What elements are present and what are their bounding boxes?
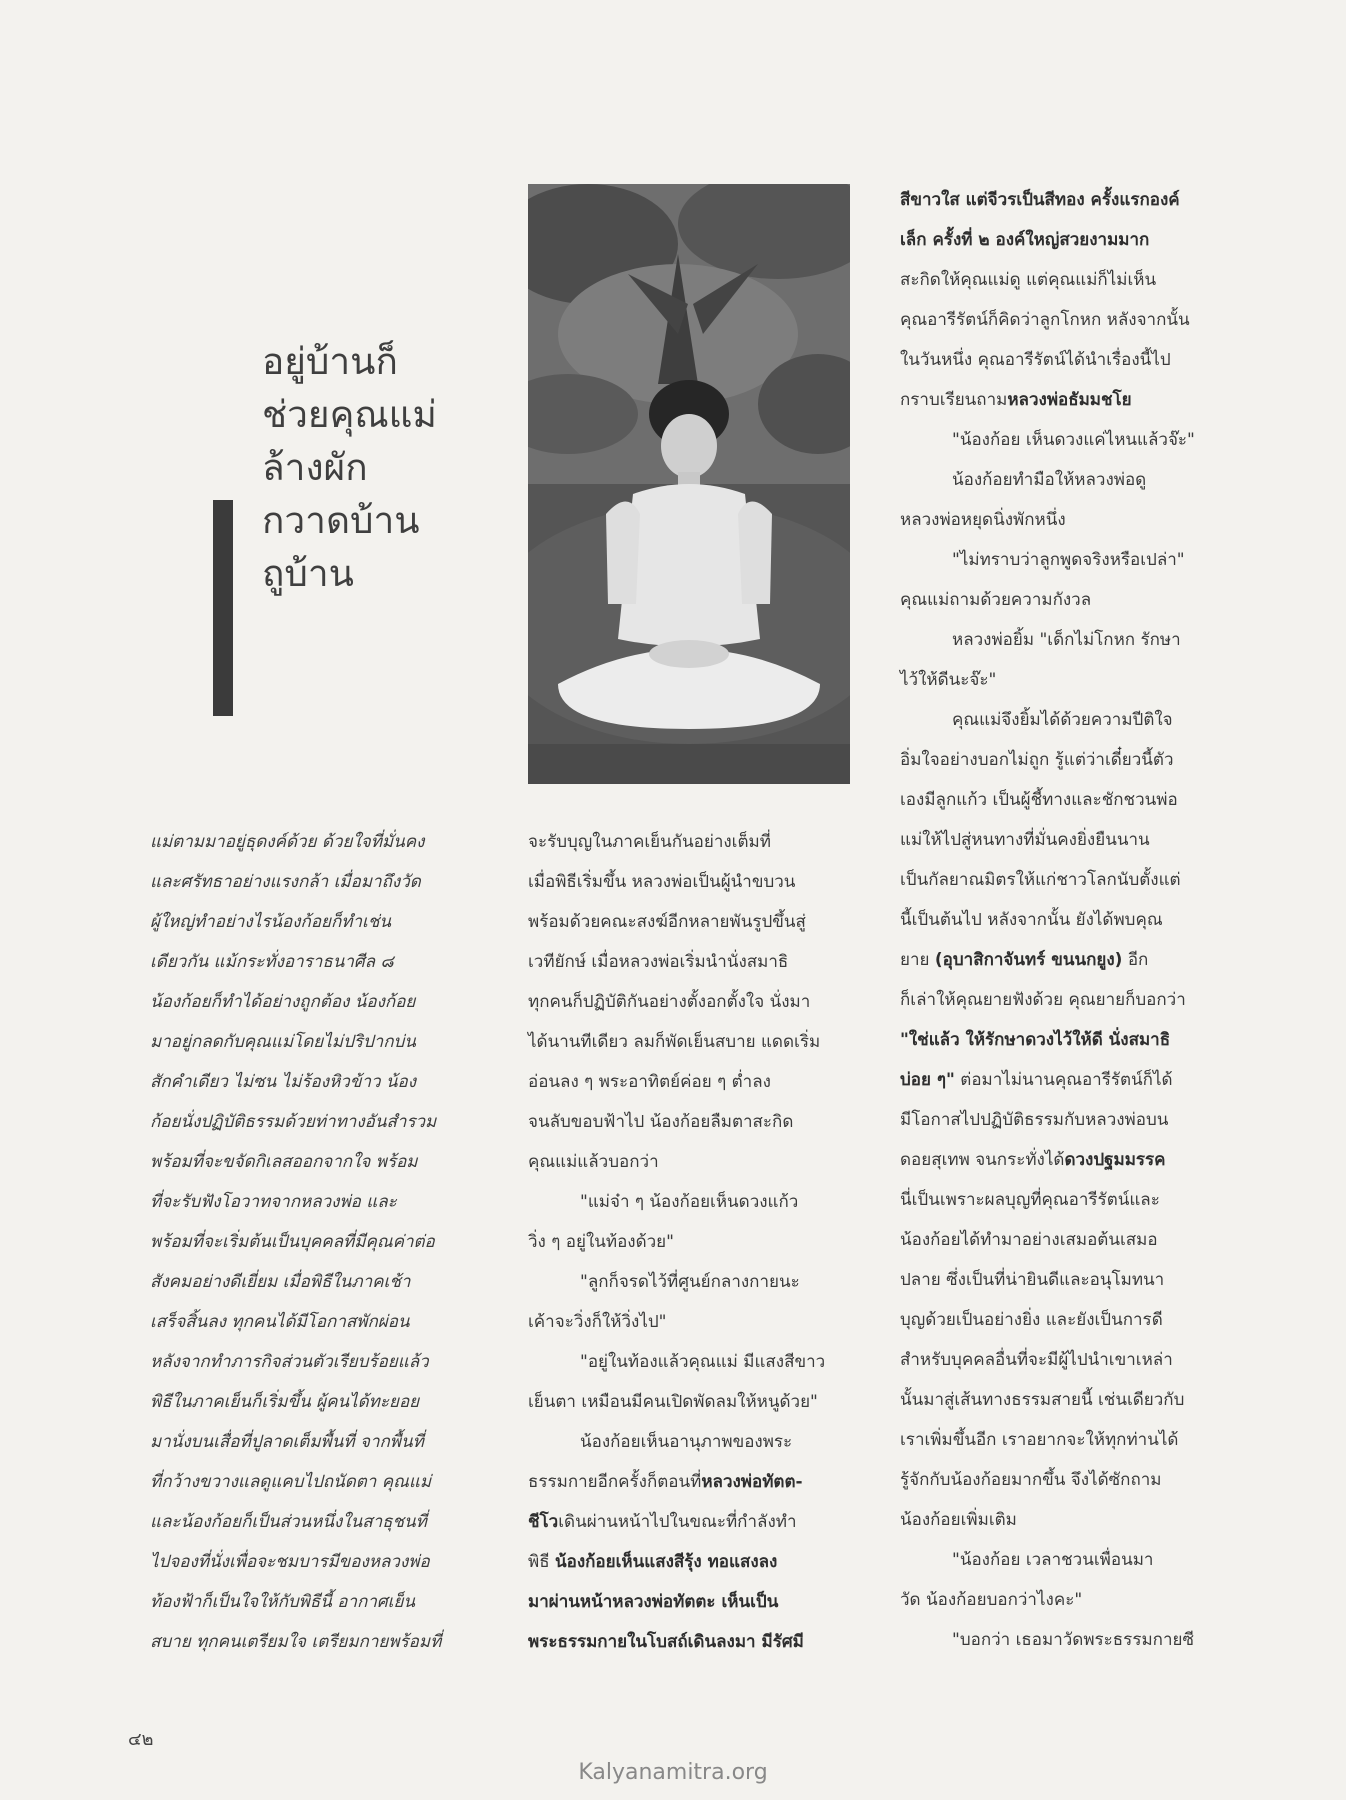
text-span: ต่อมาไม่นานคุณอารีรัตน์ก็ได้ xyxy=(954,1070,1173,1090)
text-line: ก็เล่าให้คุณยายฟังด้วย คุณยายก็บอกว่า xyxy=(900,990,1186,1010)
text-line: บุญด้วยเป็นอย่างยิ่ง และยังเป็นการดี xyxy=(900,1310,1163,1330)
text-span: ยาย xyxy=(900,950,935,970)
text-line: เมื่อพิธีเริ่มขึ้น หลวงพ่อเป็นผู้นำขบวน xyxy=(528,872,796,892)
text-line xyxy=(900,940,1222,980)
text-line: คุณแม่ถามด้วยความกังวล xyxy=(900,590,1092,610)
text-line: เค้าจะวิ่งก็ให้วิ่งไป" xyxy=(528,1312,667,1332)
text-line: เองมีลูกแก้ว เป็นผู้ชี้ทางและชักชวนพ่อ xyxy=(900,790,1178,810)
text-line: ในวันหนึ่ง คุณอารีรัตน์ได้นำเรื่องนี้ไป xyxy=(900,350,1171,370)
text-line xyxy=(528,1502,850,1542)
text-line: จนลับขอบฟ้าไป น้องก้อยลืมตาสะกิด xyxy=(528,1112,794,1132)
bold-text: ดวงปฐมมรรค xyxy=(1064,1150,1166,1170)
text-line: น้องก้อยได้ทำมาอย่างเสมอต้นเสมอ xyxy=(900,1230,1158,1250)
pullquote-line: ล้างผัก xyxy=(262,446,368,489)
text-line: แม่ให้ไปสู่หนทางที่มั่นคงยิ่งยืนนาน xyxy=(900,830,1150,850)
text-line: "ไม่ทราบว่าลูกพูดจริงหรือเปล่า" xyxy=(952,550,1185,570)
text-line: วัด น้องก้อยบอกว่าไงคะ" xyxy=(900,1590,1083,1610)
text-line: เสร็จสิ้นลง ทุกคนได้มีโอกาสพักผ่อน xyxy=(150,1312,410,1332)
text-line: อิ่มใจอย่างบอกไม่ถูก รู้แต่ว่าเดี๋ยวนี้ตัว xyxy=(900,750,1174,770)
text-line: น้องก้อยเพิ่มเติม xyxy=(900,1510,1017,1530)
text-line: มาอยู่กลดกับคุณแม่โดยไม่ปริปากบ่น xyxy=(150,1032,416,1052)
column-middle xyxy=(528,822,850,1662)
bold-text: สีขาวใส แต่จีวรเป็นสีทอง ครั้งแรกองค์ xyxy=(900,190,1180,210)
text-line: หลวงพ่อยิ้ม "เด็กไม่โกหก รักษา xyxy=(952,630,1181,650)
text-line xyxy=(528,1622,850,1662)
bold-text: บ่อย ๆ" xyxy=(900,1070,955,1090)
text-line: สำหรับบุคคลอื่นที่จะมีผู้ไปนำเขาเหล่า xyxy=(900,1350,1173,1370)
text-line: คุณแม่แล้วบอกว่า xyxy=(528,1152,659,1172)
text-line: เดียวกัน แม้กระทั่งอาราธนาศีล ๘ xyxy=(150,952,394,972)
text-line: มีโอกาสไปปฏิบัติธรรมกับหลวงพ่อบน xyxy=(900,1110,1169,1130)
text-line: พร้อมที่จะเริ่มต้นเป็นบุคคลที่มีคุณค่าต่อ xyxy=(150,1232,435,1252)
text-line: สักคำเดียว ไม่ซน ไม่ร้องหิวข้าว น้อง xyxy=(150,1072,417,1092)
text-line: จะรับบุญในภาคเย็นกันอย่างเต็มที่ xyxy=(528,832,771,852)
text-line: คุณอารีรัตน์ก็คิดว่าลูกโกหก หลังจากนั้น xyxy=(900,310,1190,330)
bold-text: (อุบาสิกาจันทร์ ขนนกยูง) xyxy=(934,950,1123,970)
text-line: เย็นตา เหมือนมีคนเปิดพัดลมให้หนูด้วย" xyxy=(528,1392,818,1412)
bold-text: เล็ก ครั้งที่ ๒ องค์ใหญ่สวยงามมาก xyxy=(900,230,1150,250)
text-line: คุณแม่จึงยิ้มได้ด้วยความปีติใจ xyxy=(952,710,1173,730)
pullquote-line: ช่วยคุณแม่ xyxy=(262,393,437,436)
text-line: เราเพิ่มขึ้นอีก เราอยากจะให้ทุกท่านได้ xyxy=(900,1430,1179,1450)
text-line: นี้เป็นต้นไป หลังจากนั้น ยังได้พบคุณ xyxy=(900,910,1163,930)
photo-illustration xyxy=(528,184,850,784)
footer-watermark: Kalyanamitra.org xyxy=(578,1760,768,1785)
pullquote-line: กวาดบ้าน xyxy=(262,499,420,542)
text-line: เป็นกัลยาณมิตรให้แก่ชาวโลกนับตั้งแต่ xyxy=(900,870,1181,890)
text-line: "บอกว่า เธอมาวัดพระธรรมกายซี xyxy=(952,1630,1194,1650)
page-number: ๔๒ xyxy=(128,1729,154,1750)
bold-text: พระธรรมกายในโบสถ์เดินลงมา มีรัศมี xyxy=(528,1632,804,1652)
bold-text: น้องก้อยเห็นแสงสีรุ้ง ทอแสงลง xyxy=(555,1552,778,1572)
text-line: พร้อมที่จะขจัดกิเลสออกจากใจ พร้อม xyxy=(150,1152,418,1172)
text-span: กราบเรียนถาม xyxy=(900,390,1008,410)
text-line: ปลาย ซึ่งเป็นที่น่ายินดีและอนุโมทนา xyxy=(900,1270,1165,1290)
text-line xyxy=(528,1542,850,1582)
bold-text: หลวงพ่อธัมมชโย xyxy=(1007,390,1132,410)
text-line xyxy=(528,1462,850,1502)
text-line xyxy=(900,1020,1222,1060)
text-line: แม่ตามมาอยู่ธุดงค์ด้วย ด้วยใจที่มั่นคง xyxy=(150,832,425,852)
text-line: ก้อยนั่งปฏิบัติธรรมด้วยท่าทางอันสำรวม xyxy=(150,1112,437,1132)
text-line xyxy=(900,1060,1222,1100)
text-line: น้องก้อยก็ทำได้อย่างถูกต้อง น้องก้อย xyxy=(150,992,416,1012)
text-span: อีก xyxy=(1122,950,1149,970)
text-line: หลวงพ่อหยุดนิ่งพักหนึ่ง xyxy=(900,510,1066,530)
text-line xyxy=(900,180,1222,220)
pullquote xyxy=(262,335,462,600)
bold-text: หลวงพ่อทัตต- xyxy=(701,1472,803,1492)
bold-text: ชีโว xyxy=(528,1512,559,1532)
bold-text: "ใช่แล้ว ให้รักษาดวงไว้ให้ดี นั่งสมาธิ xyxy=(900,1030,1171,1050)
text-span: เดินผ่านหน้าไปในขณะที่กำลังทำ xyxy=(558,1512,797,1532)
text-span: พิธี xyxy=(528,1552,555,1572)
text-line xyxy=(900,380,1222,420)
meditating-girl-photo xyxy=(528,184,850,784)
text-line: เวทียักษ์ เมื่อหลวงพ่อเริ่มนำนั่งสมาธิ xyxy=(528,952,789,972)
text-line: สบาย ทุกคนเตรียมใจ เตรียมกายพร้อมที่ xyxy=(150,1632,442,1652)
text-line: วิ่ง ๆ อยู่ในท้องด้วย" xyxy=(528,1232,674,1252)
text-line: "ลูกก็จรดไว้ที่ศูนย์กลางกายนะ xyxy=(580,1272,800,1292)
text-line: สะกิดให้คุณแม่ดู แต่คุณแม่ก็ไม่เห็น xyxy=(900,270,1157,290)
text-line: ได้นานทีเดียว ลมก็พัดเย็นสบาย แดดเริ่ม xyxy=(528,1032,821,1052)
text-line: สังคมอย่างดีเยี่ยม เมื่อพิธีในภาคเช้า xyxy=(150,1272,411,1292)
text-line: ที่จะรับฟังโอวาทจากหลวงพ่อ และ xyxy=(150,1192,397,1212)
text-line: อ่อนลง ๆ พระอาทิตย์ค่อย ๆ ต่ำลง xyxy=(528,1072,771,1092)
text-line xyxy=(900,220,1222,260)
text-line: หลังจากทำภารกิจส่วนตัวเรียบร้อยแล้ว xyxy=(150,1352,429,1372)
text-line: และศรัทธาอย่างแรงกล้า เมื่อมาถึงวัด xyxy=(150,872,421,892)
text-line: "อยู่ในท้องแล้วคุณแม่ มีแสงสีขาว xyxy=(580,1352,826,1372)
pullquote-bar xyxy=(213,500,233,716)
text-span: ดอยสุเทพ จนกระทั่งได้ xyxy=(900,1150,1065,1170)
text-line: "น้องก้อย เวลาชวนเพื่อนมา xyxy=(952,1550,1154,1570)
text-line: นี่เป็นเพราะผลบุญที่คุณอารีรัตน์และ xyxy=(900,1190,1160,1210)
text-line: น้องก้อยทำมือให้หลวงพ่อดู xyxy=(952,470,1147,490)
text-line: ทุกคนก็ปฏิบัติกันอย่างตั้งอกตั้งใจ นั่งมา xyxy=(528,992,811,1012)
text-line: และน้องก้อยก็เป็นส่วนหนึ่งในสาธุชนที่ xyxy=(150,1512,427,1532)
text-line: พร้อมด้วยคณะสงฆ์อีกหลายพันรูปขึ้นสู่ xyxy=(528,912,806,932)
text-line: ท้องฟ้าก็เป็นใจให้กับพิธีนี้ อากาศเย็น xyxy=(150,1592,416,1612)
text-span: ธรรมกายอีกครั้งก็ตอนที่ xyxy=(528,1472,702,1492)
text-line: ไว้ให้ดีนะจ๊ะ" xyxy=(900,670,997,690)
text-line: มานั่งบนเสื่อที่ปูลาดเต็มพื้นที่ จากพื้นที่ xyxy=(150,1432,424,1452)
text-line: "แม่จ๋า ๆ น้องก้อยเห็นดวงแก้ว xyxy=(580,1192,799,1212)
column-right xyxy=(900,180,1222,1660)
column-left xyxy=(150,822,472,1662)
text-line xyxy=(528,1582,850,1622)
text-line xyxy=(900,1140,1222,1180)
bold-text: มาผ่านหน้าหลวงพ่อทัตตะ เห็นเป็น xyxy=(528,1592,779,1612)
text-line: "น้องก้อย เห็นดวงแค่ไหนแล้วจ๊ะ" xyxy=(952,430,1195,450)
text-line: นั้นมาสู่เส้นทางธรรมสายนี้ เช่นเดียวกับ xyxy=(900,1390,1185,1410)
pullquote-line: อยู่บ้านก็ xyxy=(262,340,398,383)
text-line: ที่กว้างขวางแลดูแคบไปถนัดตา คุณแม่ xyxy=(150,1472,432,1492)
text-line: รู้จักกับน้องก้อยมากขึ้น จึงได้ซักถาม xyxy=(900,1470,1162,1490)
text-line: ผู้ใหญ่ทำอย่างไรน้องก้อยก็ทำเช่น xyxy=(150,912,392,932)
text-line: น้องก้อยเห็นอานุภาพของพระ xyxy=(580,1432,793,1452)
text-line: พิธีในภาคเย็นก็เริ่มขึ้น ผู้คนได้ทะยอย xyxy=(150,1392,420,1412)
text-line: ไปจองที่นั่งเพื่อจะชมบารมีของหลวงพ่อ xyxy=(150,1552,430,1572)
pullquote-line: ถูบ้าน xyxy=(262,552,354,595)
